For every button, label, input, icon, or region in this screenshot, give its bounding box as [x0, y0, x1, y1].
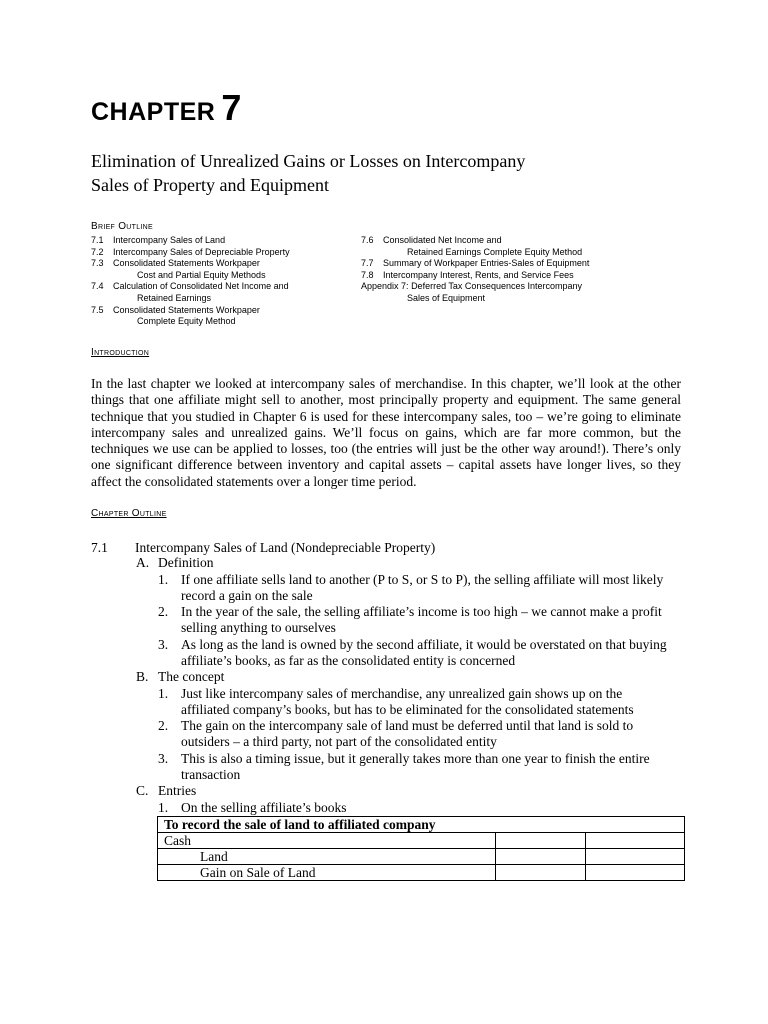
outline-item: 7.5 Consolidated Statements Workpaper Complete Equity Method: [91, 304, 260, 327]
journal-row: [158, 833, 685, 849]
outline-item: 7.2 Intercompany Sales of Depreciable Property: [91, 246, 290, 257]
journal-account-cell: [158, 865, 496, 881]
outline-c-label: C.: [136, 783, 149, 798]
item-line: transaction: [181, 767, 241, 782]
item-line: In the year of the sale, the selling affiliate’s income is too high – we cannot make a profit: [181, 604, 662, 619]
outline-item: 7.3 Consolidated Statements Workpaper Cost and Partial Equity Methods: [91, 258, 266, 280]
brief-outline-heading: Brief Outline: [91, 221, 153, 232]
introduction-heading: Introduction: [91, 347, 150, 358]
outline-b-title: The concept: [158, 669, 225, 684]
journal-row: [158, 849, 685, 865]
introduction-paragraph: In the last chapter we looked at intercompany sales of merchandise. In this chapter, we’ll look at the other things that one affiliate might sell to another, most principally property and equipment. The same general technique that you studied in Chapter 6 is used for these intercompany sales, too – we’re going to eliminate intercompany sales and unrealized gains. We’ll focus on gains, which are far more common, but the techniques we use can be applied to losses, too (the entries will just be the other way around!). There’s only one significant difference between inventory and capital assets – capital assets have longer lives, so they affect the consolidated statements over a longer time period.: [91, 376, 681, 489]
outline-b-label: B.: [136, 669, 149, 684]
item-line: outsiders – a third party, not part of the consolidated entity: [181, 734, 497, 749]
section-title: Intercompany Sales of Land (Nondepreciable Property): [135, 540, 436, 555]
item-number: 3.: [158, 637, 169, 652]
journal-debit: [495, 833, 586, 849]
outline-item: 7.7 Summary of Workpaper Entries-Sales of Equipment: [361, 258, 590, 269]
item-line: This is also a timing issue, but it generally takes more than one year to finish the entire: [181, 751, 650, 766]
journal-account-cell: [158, 849, 496, 865]
outline-a-label: A.: [136, 555, 150, 570]
item-number: 2.: [158, 604, 169, 619]
item-number: 1.: [158, 800, 169, 815]
journal-header: To record the sale of land to affiliated company: [158, 817, 685, 833]
journal-account: Gain on Sale of Land: [200, 865, 316, 880]
chapter-word: CHAPTER: [91, 98, 216, 126]
chapter-outline-heading: Chapter Outline: [91, 508, 167, 519]
chapter-number: 7: [221, 87, 242, 128]
outline-item: Appendix 7: Deferred Tax Consequences Intercompany Sales of Equipment: [361, 281, 582, 303]
section-number: 7.1: [91, 540, 108, 555]
item-number: 2.: [158, 718, 169, 733]
item-number: 1.: [158, 686, 169, 701]
journal-debit: [495, 849, 586, 865]
journal-account: Cash: [158, 833, 496, 849]
item-line: affiliated company’s books, but has to be eliminated for the consolidated statements: [181, 702, 634, 717]
chapter-heading: [91, 87, 242, 128]
outline-item: 7.4 Calculation of Consolidated Net Income and Retained Earnings: [91, 281, 289, 303]
chapter-title-line-1: Elimination of Unrealized Gains or Losses on Intercompany: [91, 151, 526, 171]
item-line: Just like intercompany sales of merchandise, any unrealized gain shows up on the: [181, 686, 623, 701]
journal-entry-table: [157, 816, 685, 881]
journal-debit: [495, 865, 586, 881]
journal-credit: [586, 849, 685, 865]
item-line: record a gain on the sale: [181, 588, 313, 603]
item-line: If one affiliate sells land to another (P to S, or S to P), the selling affiliate will most likely: [181, 572, 664, 587]
item-number: 3.: [158, 751, 169, 766]
outline-item: 7.8 Intercompany Interest, Rents, and Service Fees: [361, 269, 574, 280]
item-line: As long as the land is owned by the second affiliate, it would be overstated on that buying: [181, 637, 667, 652]
outline-a-title: Definition: [158, 555, 214, 570]
item-number: 1.: [158, 572, 169, 587]
item-line: selling anything to ourselves: [181, 620, 336, 635]
brief-outline-right: [361, 235, 589, 305]
chapter-title-line-2: Sales of Property and Equipment: [91, 175, 329, 195]
journal-account: Land: [200, 849, 228, 864]
brief-outline-left: [91, 235, 290, 328]
item-line: On the selling affiliate’s books: [181, 800, 347, 815]
journal-credit: [586, 833, 685, 849]
outline-item: 7.6 Consolidated Net Income and Retained Earnings Complete Equity Method: [361, 235, 583, 257]
journal-header-row: [158, 817, 685, 833]
journal-credit: [586, 865, 685, 881]
item-line: The gain on the intercompany sale of land must be deferred until that land is sold to: [181, 718, 634, 733]
journal-row: [158, 865, 685, 881]
outline-item: 7.1 Intercompany Sales of Land: [91, 235, 226, 245]
item-line: affiliate’s books, as far as the consolidated entity is concerned: [181, 653, 516, 668]
outline-c-title: Entries: [158, 783, 197, 798]
